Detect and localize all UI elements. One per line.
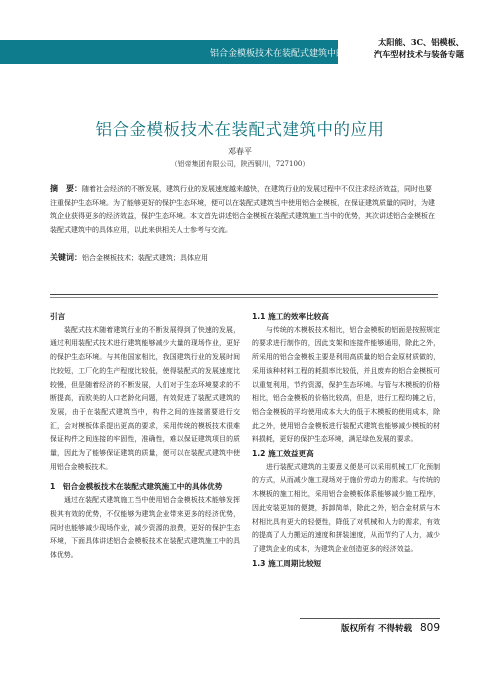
affiliation: （铝帝集团有限公司，陕西铜川，727100） bbox=[170, 160, 310, 168]
left-column bbox=[50, 310, 240, 563]
keywords bbox=[50, 252, 438, 263]
paragraph-intro: 装配式技术随着建筑行业的不断发展得到了快速的发展，通过利用装配式技术进行建筑能够减少大量的现场作业，更好的保护生态环境。与其他国家相比，我国建筑行业的发展时间比较短，工厂化的生产程度比较低，使得装配式的发展速度比较慢，但是随着经济的不断发展，人们对于生态环境要求的不断提高，而欧美的人口老龄化问题，有效促进了装配式建筑的发展，由于在装配式建筑当中，构件之间的连接需要进行交汇，会对模板体系提出更高的要求，采用传统的模板技术很难保证构件之间连接的牢固性，准确性，难以保证建筑项目的质量，因此为了能够保证建筑的质量，便可以在装配式建筑中使用铝合金模板技术。 bbox=[50, 325, 240, 471]
topic-label bbox=[344, 36, 464, 60]
section-heading-1-1: 1.1 施工的效率比较高 bbox=[252, 312, 329, 321]
section-heading-1: 1 铝合金模板技术在装配式建筑施工中的具体优势 bbox=[50, 482, 223, 492]
section-heading-1-2: 1.2 施工效益更高 bbox=[252, 449, 314, 459]
article-title: 铝合金模板技术在装配式建筑中的应用 bbox=[95, 120, 385, 139]
abstract-label: 摘 要： bbox=[50, 184, 82, 193]
keywords-label: 关键词： bbox=[50, 253, 82, 262]
copyright-label: 版权所有 不得转载 bbox=[340, 624, 412, 634]
section-heading-1-3: 1.3 施工周期比较短 bbox=[252, 558, 322, 568]
divider bbox=[50, 294, 438, 295]
divider bbox=[50, 297, 438, 298]
right-column bbox=[252, 310, 440, 570]
paragraph-1-1: 与传统的木模板技术相比，铝合金模板的铝面是按照规定的要求进行制作的，因此支架和连接件能够通用，除此之外，所采用的铝合金模板主要是利用高质量的铝合金原材质做的，采用该种材料工程的耗损率比较低，并且废弃的铝合金模板可以重复利用，节约资源，保护生态环境。与管与木模板的价格相比，铝合金模板的价格比较高，但是，进行工程均摊之后，铝合金模板的平均使用成本大大的低于木模板的使用成本，除此之外，使用铝合金模板进行装配式建筑也能够减少模板的材料损耗，更好的保护生态环境，满足绿色发展的要求。 bbox=[252, 325, 440, 444]
abstract-text: 随着社会经济的不断发展，建筑行业的发展速度越来越快，在建筑行业的发展过程中不仅注求经济效益，同时也要注重保护生态环境。为了能够更好的保护生态环境，便可以在装配式建筑当中使用铝合金模板，在保证建筑质量的同时，为建筑企业获得更多的经济效益，保护生态环境。本文首先讲述铝合金模板在装配式建筑施工当中的优势，其次讲述铝合金模板在装配式建筑中的具体应用，以此来供相关人士参考与交流。 bbox=[50, 185, 435, 234]
topic-line-1: 太阳能、3C、铝模板、 bbox=[378, 37, 464, 47]
topic-line-2: 汽车型材技术与装备专题 bbox=[373, 49, 464, 59]
footer bbox=[300, 622, 440, 634]
abstract bbox=[50, 182, 438, 237]
author: 邓春平 bbox=[228, 147, 252, 156]
footer-divider bbox=[300, 618, 440, 619]
keywords-text: 铝合金模板技术；装配式建筑；具体应用 bbox=[82, 254, 208, 262]
paragraph-section-1: 通过在装配式建筑施工当中使用铝合金模板技术能够发挥极其有效的优势，不仅能够为建筑企业带来更多的经济优势，同时也能够减少现场作业，减少资源的浪费，更好的保护生态环境，下面具体讲述铝合金模板技术在装配式建筑施工中的具体优势。 bbox=[50, 496, 240, 559]
page-number: 809 bbox=[419, 622, 440, 634]
section-heading-intro: 引言 bbox=[50, 312, 66, 321]
paragraph-1-2: 进行装配式建筑的主要意义便是可以采用机械工厂化预制的方式，从而减少施工现场对于施价劳动力的需求。与传统的木模板的施工相比，采用铝合金模板体系能够减少施工程序，因此安装更加的便捷，拆卸简单，除此之外，铝合金材质与木材相比具有更大的轻便性，降低了对机械和人力的需求，有效的提高了人力搬运的速度和拼装速度，从而节约了人力，减少了建筑企业的成本，为建筑企业创造更多的经济效益。 bbox=[252, 462, 440, 553]
running-title: 铝合金模板技术在装配式建筑中的应用 bbox=[210, 49, 364, 59]
